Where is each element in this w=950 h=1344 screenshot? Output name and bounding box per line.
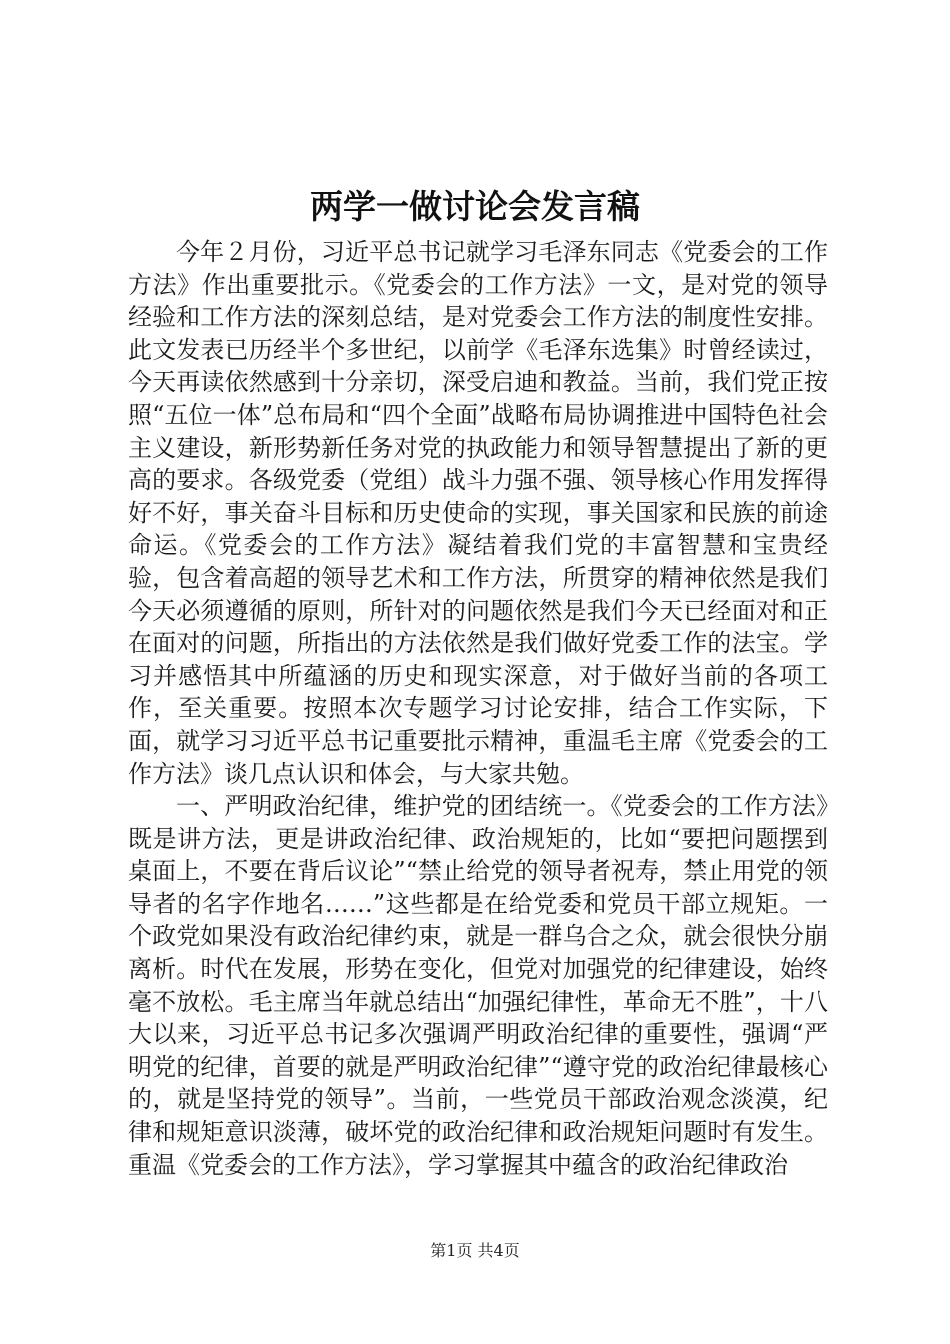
paragraph-intro: 今年２月份，习近平总书记就学习毛泽东同志《党委会的工作方法》作出重要批示。《党委会的工作方法》一文，是对党的领导经验和工作方法的深刻总结，是对党委会工作方法的制度性安排。此文发表已历经半个多世纪，以前学《毛泽东选集》时曾经读过，今天再读依然感到十分亲切，深受启迪和教益。当前，我们党正按照“五位一体”总布局和“四个全面”战略布局协调推进中国特色社会主义建设，新形势新任务对党的执政能力和领导智慧提出了新的更高的要求。各级党委（党组）战斗力强不强、领导核心作用发挥得好不好，事关奋斗目标和历史使命的实现，事关国家和民族的前途命运。《党委会的工作方法》凝结着我们党的丰富智慧和宝贵经验，包含着高超的领导艺术和工作方法，所贯穿的精神依然是我们今天必须遵循的原则，所针对的问题依然是我们今天已经面对和正在面对的问题，所指出的方法依然是我们做好党委工作的法宝。学习并感悟其中所蕴涵的历史和现实深意，对于做好当前的各项工作，至关重要。按照本次专题学习讨论安排，结合工作实际，下面，就学习习近平总书记重要批示精神，重温毛主席《党委会的工作方法》谈几点认识和体会，与大家共勉。: [128, 238, 828, 788]
paragraph-section-1: 一、严明政治纪律，维护党的团结统一。《党委会的工作方法》既是讲方法，更是讲政治纪律、政治规矩的，比如“要把问题摆到桌面上，不要在背后议论”“禁止给党的领导者祝寿，禁止用党的领导者的名字作地名……”这些都是在给党委和党员干部立规矩。一个政党如果没有政治纪律约束，就是一群乌合之众，就会很快分崩离析。时代在发展，形势在变化，但党对加强党的纪律建设，始终毫不放松。毛主席当年就总结出“加强纪律性，革命无不胜”，十八大以来，习近平总书记多次强调严明政治纪律的重要性，强调“严明党的纪律，首要的就是严明政治纪律”“遵守党的政治纪律最核心的，就是坚持党的领导”。当前，一些党员干部政治观念淡漠，纪律和规矩意识淡薄，破坏党的政治纪律和政治规矩问题时有发生。重温《党委会的工作方法》，学习掌握其中蕴含的政治纪律政治: [128, 792, 828, 1179]
document-body: [128, 236, 828, 1181]
page-footer: 第1页 共4页: [430, 1241, 520, 1260]
document-title: 两学一做讨论会发言稿: [310, 187, 640, 226]
